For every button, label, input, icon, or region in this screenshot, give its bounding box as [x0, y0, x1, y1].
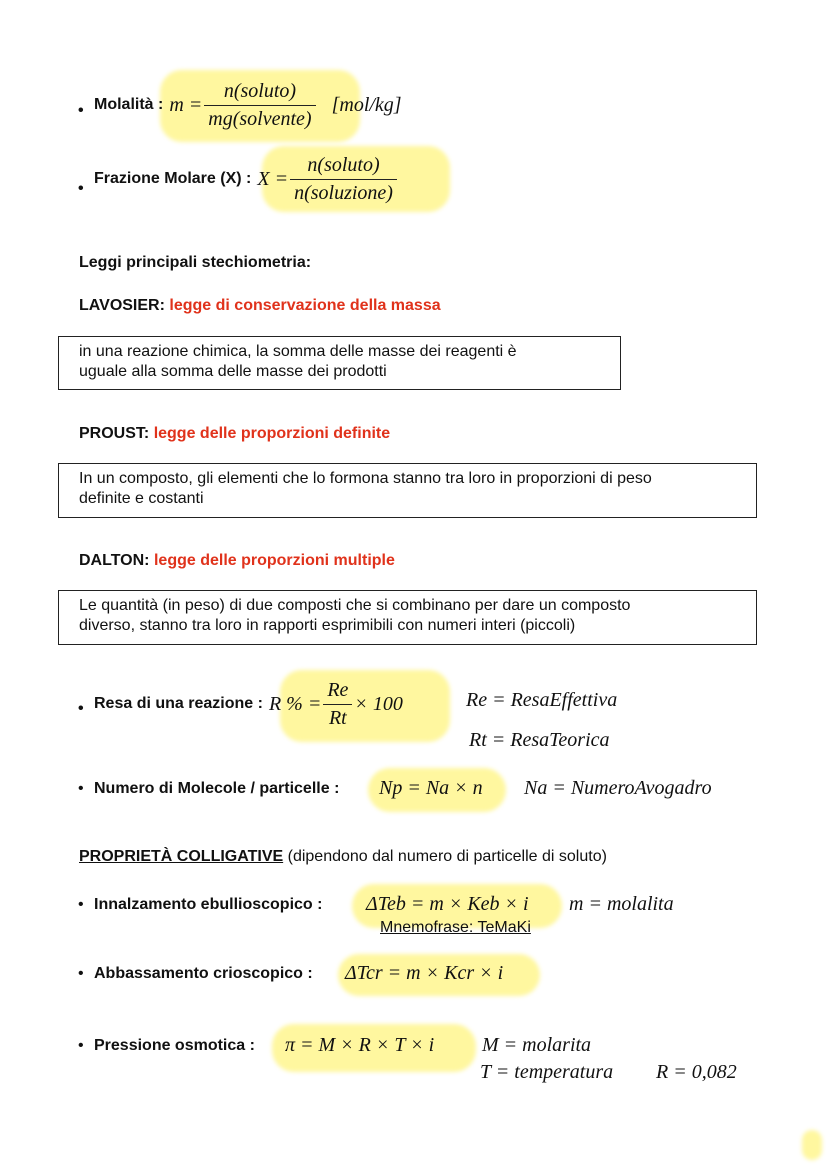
osmotica-def-2: T = temperatura [480, 1061, 614, 1083]
resa-def-1: Re = ResaEffettiva [466, 689, 618, 711]
molalita-row [94, 74, 402, 136]
bullet: • [78, 102, 84, 119]
dalton-name: DALTON: [79, 552, 150, 569]
highlight-smudge [802, 1130, 822, 1160]
resa-lhs: R % = [268, 692, 322, 715]
osmotica-label: Pressione osmotica : [94, 1037, 255, 1054]
resa-def-2: Rt = ResaTeorica [469, 729, 610, 751]
lavosier-name: LAVOSIER: [79, 297, 165, 314]
colligative-title: PROPRIETÀ COLLIGATIVE [79, 848, 284, 865]
bullet: • [78, 896, 84, 913]
proust-name: PROUST: [79, 425, 150, 442]
dalton-title: legge delle proporzioni multiple [153, 552, 395, 569]
proust-line-1: In un composto, gli elementi che lo formona stanno tra loro in proporzioni di peso [79, 470, 652, 487]
molecole-label: Numero di Molecole / particelle : [94, 780, 340, 797]
dalton-line-1: Le quantità (in peso) di due composti che si combinano per dare un composto [79, 597, 631, 614]
frazione-lhs: X = [257, 167, 289, 190]
ebullioscopico-formula: ΔTeb = m × Keb × i [366, 893, 529, 915]
resa-fraction [323, 679, 352, 730]
frazione-row [94, 148, 399, 210]
bullet: • [78, 700, 84, 717]
frazione-denominator: n(soluzione) [290, 179, 397, 205]
proust-title: legge delle proporzioni definite [153, 425, 391, 442]
osmotica-def-3: R = 0,082 [656, 1061, 737, 1083]
proust-heading [79, 425, 390, 443]
ebullioscopico-label: Innalzamento ebullioscopico : [94, 896, 323, 913]
resa-numerator: Re [327, 678, 349, 701]
dalton-line-2: diverso, stanno tra loro in rapporti esprimibili con numeri interi (piccoli) [79, 617, 576, 634]
osmotica-formula: π = M × R × T × i [285, 1034, 435, 1056]
lavosier-heading [79, 297, 441, 315]
lavosier-title: legge di conservazione della massa [169, 297, 441, 314]
bullet: • [78, 180, 84, 197]
ebullioscopico-def: m = molalita [569, 893, 674, 915]
molalita-numerator: n(soluto) [223, 79, 297, 102]
resa-rhs: × 100 [354, 692, 403, 715]
leggi-heading: Leggi principali stechiometria: [79, 254, 312, 271]
bullet: • [78, 780, 84, 797]
bullet: • [78, 965, 84, 982]
lavosier-line-2: uguale alla somma delle masse dei prodotti [79, 363, 387, 380]
frazione-fraction [290, 154, 397, 205]
molalita-lhs: m = [169, 93, 203, 116]
osmotica-def-1: M = molarita [482, 1034, 592, 1056]
ebullioscopico-mnemo: Mnemofrase: TeMaKi [380, 919, 531, 936]
frazione-numerator: n(soluto) [307, 153, 380, 176]
crioscopico-label: Abbassamento crioscopico : [94, 965, 313, 982]
molalita-unit: [mol/kg] [331, 93, 402, 116]
molecole-formula: Np = Na × n [379, 777, 483, 799]
dalton-heading [79, 552, 395, 570]
crioscopico-formula: ΔTcr = m × Kcr × i [345, 962, 504, 984]
frazione-label: Frazione Molare (X) : [94, 170, 252, 187]
molalita-label: Molalità : [94, 96, 164, 113]
proust-box [58, 463, 757, 518]
resa-denominator: Rt [323, 704, 352, 730]
resa-label: Resa di una reazione : [94, 695, 263, 712]
bullet: • [78, 1037, 84, 1054]
colligative-heading [79, 848, 607, 866]
molalita-denominator: mg(solvente) [204, 105, 315, 131]
molalita-fraction [204, 80, 315, 131]
dalton-box [58, 590, 757, 645]
lavosier-line-1: in una reazione chimica, la somma delle masse dei reagenti è [79, 343, 517, 360]
lavosier-box [58, 336, 621, 390]
molecole-def: Na = NumeroAvogadro [524, 777, 712, 799]
proust-line-2: definite e costanti [79, 490, 204, 507]
resa-row [94, 673, 403, 735]
colligative-note: (dipendono dal numero di particelle di soluto) [287, 848, 607, 865]
